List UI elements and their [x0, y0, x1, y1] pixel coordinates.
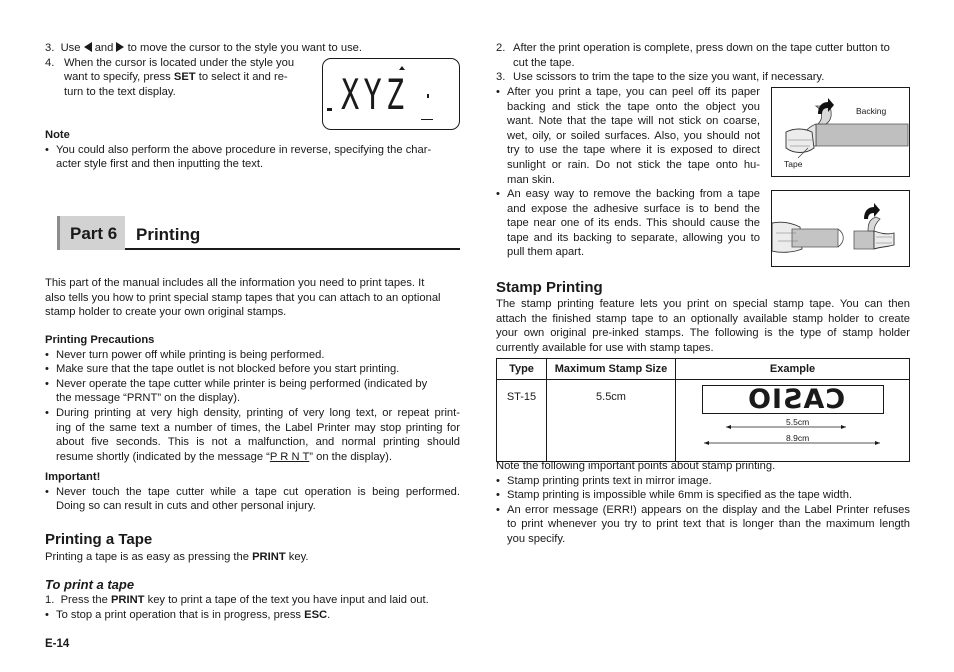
precaution-item	[45, 362, 460, 377]
stamp-note-line: • An error message (ERR!) appears on the display and the Label Printer refuses	[507, 503, 910, 516]
right-column	[496, 41, 910, 85]
intro-line: This part of the manual includes all the information you need to print tapes. It	[45, 277, 425, 289]
dimension-label-5-5: 5.5cm	[786, 417, 810, 427]
step-text: to move the cursor to the style you want to use.	[127, 42, 363, 54]
peel-line: man skin.	[507, 173, 555, 186]
table-header-row	[497, 359, 910, 380]
precautions-heading: Printing Precautions	[45, 334, 155, 346]
procedure-step	[45, 593, 465, 608]
stamp-holder-table	[496, 358, 910, 462]
stamp-note-line: to print whenever you try to print text that is longer than the maximum length	[507, 518, 910, 531]
stamp-notes	[496, 459, 910, 547]
step-number: 4.	[45, 56, 55, 69]
part-title: Printing	[136, 225, 201, 244]
remove-bullet	[496, 187, 760, 260]
peel-line: sunlight or rain. Do not stick the tape onto hu-	[507, 158, 760, 171]
cursor-marker-left	[327, 108, 332, 111]
column-header: Type	[497, 359, 547, 380]
table-row	[497, 380, 910, 462]
part-badge	[57, 216, 125, 250]
procedure-note	[45, 608, 465, 623]
stamp-note-item	[496, 503, 910, 547]
step-number: 3.	[496, 71, 506, 84]
precaution-line: • Never operate the tape cutter while printer is being performed (indicated by	[56, 377, 428, 390]
important-line: • Never touch the tape cutter while a tape cut operation is being performed.	[56, 485, 460, 498]
precaution-line: • Never turn power off while printing is being performed.	[56, 348, 325, 361]
remove-line: tape near one of its ends. This should cause the	[507, 217, 760, 230]
stamp-line: currently available for use with stamp tapes.	[496, 341, 714, 354]
precaution-line: • Make sure that the tape outlet is not blocked before you start printing.	[56, 363, 400, 376]
stamp-paragraph	[496, 297, 910, 355]
part-badge-label: Part 6	[70, 224, 118, 243]
section-heading: Printing a Tape	[45, 531, 153, 548]
note-text: To stop a print operation that is in progress, press	[56, 608, 302, 621]
intro-line: also tells you how to print special stamp tapes that you can attach to an optional	[45, 291, 441, 304]
right-arrow-icon	[116, 42, 124, 52]
precaution-text: resume shortly (indicated by the message “	[56, 450, 270, 463]
precaution-line: about five seconds. This is not a malfunction, and normal printing should	[56, 436, 460, 449]
peel-line: wet, oily, or soiled surfaces. Also, you should not	[507, 129, 760, 142]
table-cell-type: ST-15	[497, 380, 547, 462]
to-print-section	[45, 577, 465, 622]
step-line: Use scissors to trim the tape to the size you want, if necessary.	[513, 71, 825, 84]
remove-line: tape and its backing to separate, allowing you to	[507, 231, 760, 244]
step-text: want to specify, press	[64, 71, 171, 84]
peel-line: want. Note that the tape will not stick on coarse,	[507, 115, 760, 128]
precaution-item	[45, 348, 460, 363]
notes-intro: Note the following important points about stamp printing.	[496, 460, 776, 472]
stamp-note-line: • Stamp printing is impossible while 6mm is specified as the tape width.	[507, 489, 853, 502]
important-block	[45, 470, 460, 514]
cursor-underline	[421, 119, 433, 120]
column-header: Maximum Stamp Size	[547, 359, 676, 380]
note-line: acter style first and then inputting the text.	[56, 158, 264, 171]
note-item	[45, 143, 460, 172]
remove-line: • An easy way to remove the backing from a tape	[507, 188, 760, 200]
intro-paragraph	[45, 276, 460, 320]
note-line: • You could also perform the above procedure in reverse, specifying the char-	[56, 143, 432, 156]
remove-backing-item	[496, 187, 760, 260]
precautions-block	[45, 333, 460, 464]
note-block	[45, 128, 460, 172]
stamp-printing-section	[496, 279, 910, 355]
note-heading: Note	[45, 129, 70, 141]
key-name: PRINT	[110, 594, 145, 606]
stamp-note-line: • Stamp printing prints text in mirror image.	[507, 474, 712, 487]
peel-bullet	[496, 85, 760, 187]
stamp-line: The stamp printing feature lets you print on special stamp tape. You can then	[496, 298, 910, 310]
dimension-label-8-9: 8.9cm	[786, 433, 810, 443]
peel-backing-figure	[771, 87, 910, 177]
precaution-item	[45, 377, 460, 406]
backing-label: Backing	[856, 106, 887, 116]
step-text: Press the	[60, 594, 108, 606]
style-indicator-icon	[399, 66, 405, 70]
key-name: ESC	[304, 608, 328, 621]
step-number: 1.	[45, 594, 55, 606]
printing-tape-section	[45, 531, 460, 565]
procedure-heading: To print a tape	[45, 577, 135, 592]
bend-tape-figure	[771, 190, 910, 267]
left-arrow-icon	[84, 42, 92, 52]
body-text: key.	[288, 551, 309, 563]
step-2	[496, 41, 910, 70]
precaution-line: the message “PRNT” on the display).	[56, 392, 241, 405]
bend-tape-illustration	[772, 191, 909, 266]
step-text: to select it and re-	[198, 71, 288, 84]
step-line: When the cursor is located under the style you	[64, 56, 295, 69]
stamp-line: attach the finished stamp tape to an optionally available stamp holder to create	[496, 312, 910, 325]
step-line: After the print operation is complete, press down on the tape cutter button to	[513, 42, 890, 54]
part-rule	[125, 248, 460, 250]
precaution-item	[45, 406, 460, 464]
step-number: 3.	[45, 42, 55, 54]
step-text: Use	[60, 42, 81, 54]
stamp-note-line: you specify.	[507, 532, 566, 545]
step-line: turn to the text display.	[64, 85, 176, 98]
table-cell-example	[676, 380, 910, 462]
precaution-line	[56, 450, 460, 465]
peel-line: backing and stick the tape onto the object you	[507, 100, 760, 113]
body-text: Printing a tape is as easy as pressing the	[45, 551, 249, 563]
remove-line: pull them apart.	[507, 246, 585, 259]
intro-line: stamp holder to create your own original stamps.	[45, 306, 287, 319]
stamp-note-item	[496, 474, 910, 489]
precaution-line: • During printing at very high density, printing of very long text, or repeat print-	[56, 406, 460, 419]
cursor-dot	[427, 94, 429, 98]
display-message: P R N T	[269, 450, 310, 463]
column-header: Example	[676, 359, 910, 380]
stamp-example-tape	[702, 385, 884, 414]
table-cell-size: 5.5cm	[547, 380, 676, 462]
lcd-display	[322, 58, 460, 130]
note-text: .	[327, 608, 331, 621]
part-heading	[57, 216, 460, 250]
peel-line: • After you print a tape, you can peel off its paper	[507, 86, 760, 98]
step-3	[45, 41, 460, 56]
page-number: E-14	[45, 638, 70, 650]
remove-line: and expose the adhesive surface is to bend the	[507, 202, 760, 215]
important-item	[45, 485, 460, 514]
step-line: cut the tape.	[513, 56, 575, 69]
key-name: PRINT	[252, 551, 286, 563]
precaution-line: ing of the same text a number of times, the Label Printer may stop printing for	[56, 421, 460, 434]
important-line: Doing so can result in cuts and other personal injury.	[56, 500, 316, 513]
printing-tape-text	[45, 550, 460, 565]
precaution-text: ” on the display).	[309, 450, 392, 463]
tape-label: Tape	[784, 159, 803, 169]
step-3	[496, 70, 910, 85]
key-name: SET	[173, 71, 196, 84]
section-heading: Stamp Printing	[496, 279, 603, 296]
important-heading: Important!	[45, 471, 101, 483]
mirrored-stamp-text: CASIO	[747, 384, 846, 415]
peel-backing-illustration	[772, 88, 909, 176]
stamp-note-item	[496, 488, 910, 503]
peel-line: try to use the tape where it is exposed to direct	[507, 144, 760, 157]
stamp-line: your own original pre-inked stamps. The following is the type of stamp holder	[496, 327, 910, 340]
step-number: 2.	[496, 42, 506, 54]
display-text: XYZ	[341, 70, 409, 119]
step-text: key to print a tape of the text you have input and laid out.	[147, 594, 429, 606]
step-text: and	[94, 42, 114, 54]
peel-item	[496, 85, 760, 187]
